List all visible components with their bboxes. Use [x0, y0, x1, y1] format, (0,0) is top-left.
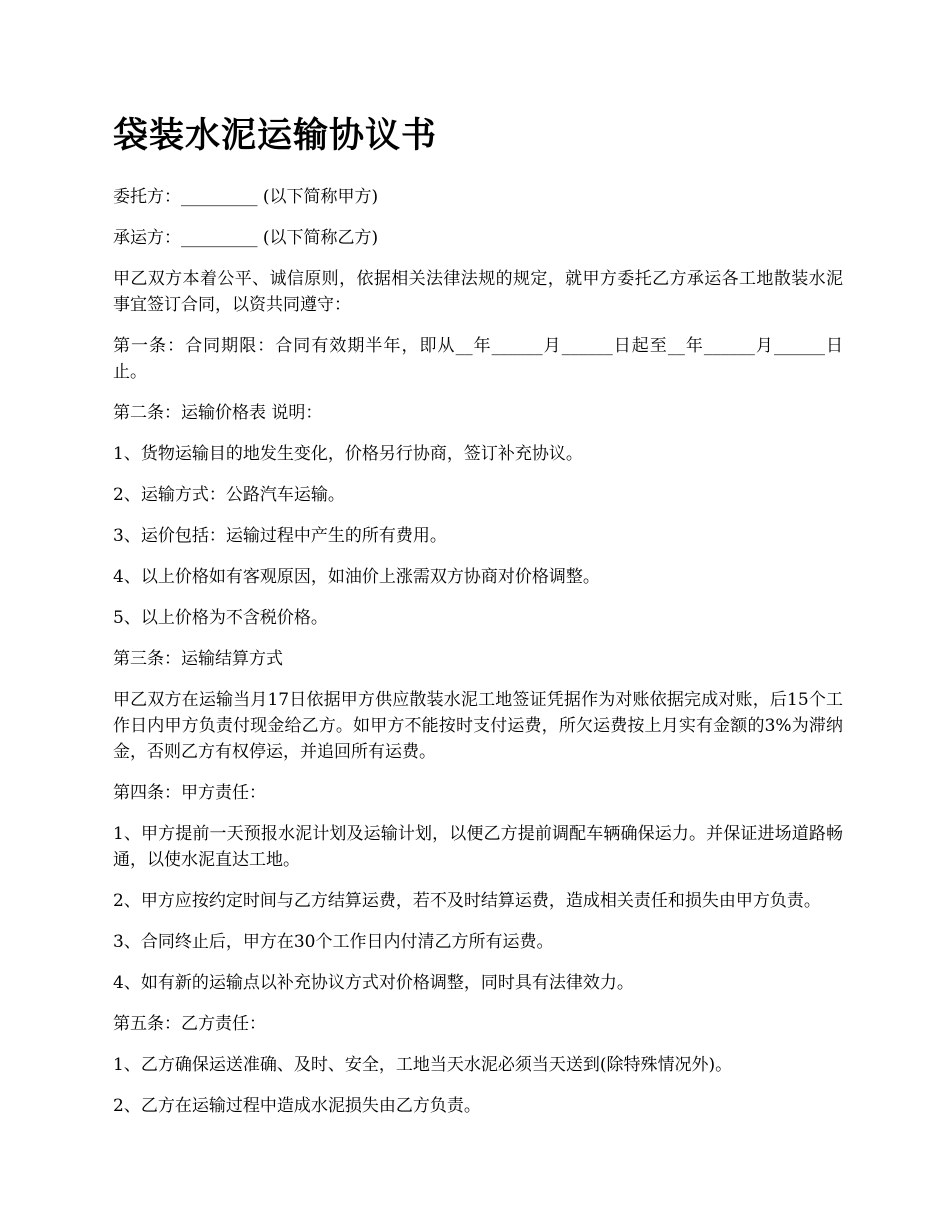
clause-party-b: 承运方：_________ (以下简称乙方) [113, 228, 379, 248]
document-page [113, 112, 843, 1134]
article-4-item-4: 4、如有新的运输点以补充协议方式对价格调整，同时具有法律效力。 [113, 973, 634, 993]
article-2-item-2: 2、运输方式：公路汽车运输。 [113, 485, 345, 505]
preamble-paragraph: 甲乙双方本着公平、诚信原则，依据相关法律法规的规定，就甲方委托乙方承运各工地散装水泥事宜签订合同，以资共同遵守： [113, 269, 843, 315]
article-4-heading: 第四条：甲方责任： [113, 783, 266, 803]
article-2-item-4: 4、以上价格如有客观原因，如油价上涨需双方协商对价格调整。 [113, 567, 600, 587]
article-4-item-3: 3、合同终止后，甲方在30个工作日内付清乙方所有运费。 [113, 932, 554, 952]
article-5-item-1: 1、乙方确保运送准确、及时、安全，工地当天水泥必须当天送到(除特殊情况外)。 [113, 1055, 733, 1075]
article-5-item-2: 2、乙方在运输过程中造成水泥损失由乙方负责。 [113, 1096, 481, 1116]
article-5-heading: 第五条：乙方责任： [113, 1014, 266, 1034]
article-1-term: 第一条：合同期限：合同有效期半年，即从__年______月______日起至__年______月______日止。 [113, 336, 843, 382]
clause-party-a: 委托方：_________ (以下简称甲方) [113, 187, 379, 207]
article-4-item-1: 1、甲方提前一天预报水泥计划及运输计划，以便乙方提前调配车辆确保运力。并保证进场道路畅通，以使水泥直达工地。 [113, 824, 843, 870]
document-title: 袋装水泥运输协议书 [113, 116, 438, 156]
article-2-item-1: 1、货物运输目的地发生变化，价格另行协商，签订补充协议。 [113, 444, 583, 464]
article-2-item-5: 5、以上价格为不含税价格。 [113, 608, 328, 628]
article-3-heading: 第三条：运输结算方式 [113, 649, 283, 669]
article-2-heading: 第二条：运输价格表 说明： [113, 403, 323, 423]
article-2-item-3: 3、运价包括：运输过程中产生的所有费用。 [113, 526, 447, 546]
article-3-body: 甲乙双方在运输当月17日依据甲方供应散装水泥工地签证凭据作为对账依据完成对账，后15个工作日内甲方负责付现金给乙方。如甲方不能按时支付运费，所欠运费按上月实有金额的3%为滞纳金，否则乙方有权停运，并追回所有运费。 [113, 690, 843, 762]
article-4-item-2: 2、甲方应按约定时间与乙方结算运费，若不及时结算运费，造成相关责任和损失由甲方负责。 [113, 891, 821, 911]
